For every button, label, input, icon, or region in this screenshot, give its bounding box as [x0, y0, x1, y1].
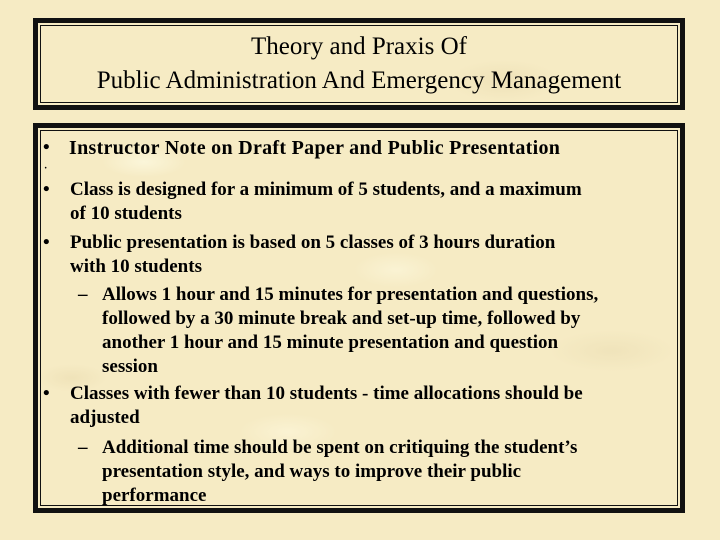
list-item-public-presentation	[70, 231, 555, 279]
sub-item-line: Allows 1 hour and 15 minutes for presentation and questions,	[102, 284, 599, 305]
list-item-line: Public presentation is based on 5 classes of 3 hours duration	[70, 232, 556, 253]
sub-item-line: Additional time should be spent on critiquing the student’s	[102, 437, 578, 458]
list-item-line: of 10 students	[70, 203, 182, 224]
small-dot-icon: ·	[44, 163, 48, 174]
list-item-line: Class is designed for a minimum of 5 students, and a maximum	[70, 179, 582, 200]
sub-item-line: another 1 hour and 15 minute presentation and question	[102, 332, 559, 353]
dash-icon: –	[78, 437, 88, 458]
instructor-note-heading: Instructor Note on Draft Paper and Public Presentation	[69, 137, 561, 159]
list-item-line: with 10 students	[70, 256, 202, 277]
bullet-list	[38, 128, 680, 508]
sub-item-line: presentation style, and ways to improve their public	[102, 461, 522, 482]
list-item-fewer-students	[70, 382, 583, 430]
bullet-icon: •	[43, 232, 50, 253]
bullet-icon: •	[43, 137, 50, 158]
slide-title-line-2: Public Administration And Emergency Management	[96, 67, 622, 94]
sub-item-schedule	[102, 283, 598, 379]
content-box	[33, 123, 685, 513]
sub-item-line: session	[102, 356, 158, 377]
slide-title-line-1: Theory and Praxis Of	[251, 33, 467, 60]
list-item-line: Classes with fewer than 10 students - time allocations should be	[70, 383, 583, 404]
bullet-icon: •	[43, 383, 50, 404]
title-box	[33, 18, 685, 110]
sub-item-critique	[102, 436, 577, 508]
list-item-line: adjusted	[70, 407, 140, 428]
dash-icon: –	[78, 284, 88, 305]
list-item-class-size	[70, 178, 582, 226]
sub-item-line: followed by a 30 minute break and set-up time, followed by	[102, 308, 581, 329]
bullet-icon: •	[43, 179, 50, 200]
sub-item-line: performance	[102, 485, 207, 506]
